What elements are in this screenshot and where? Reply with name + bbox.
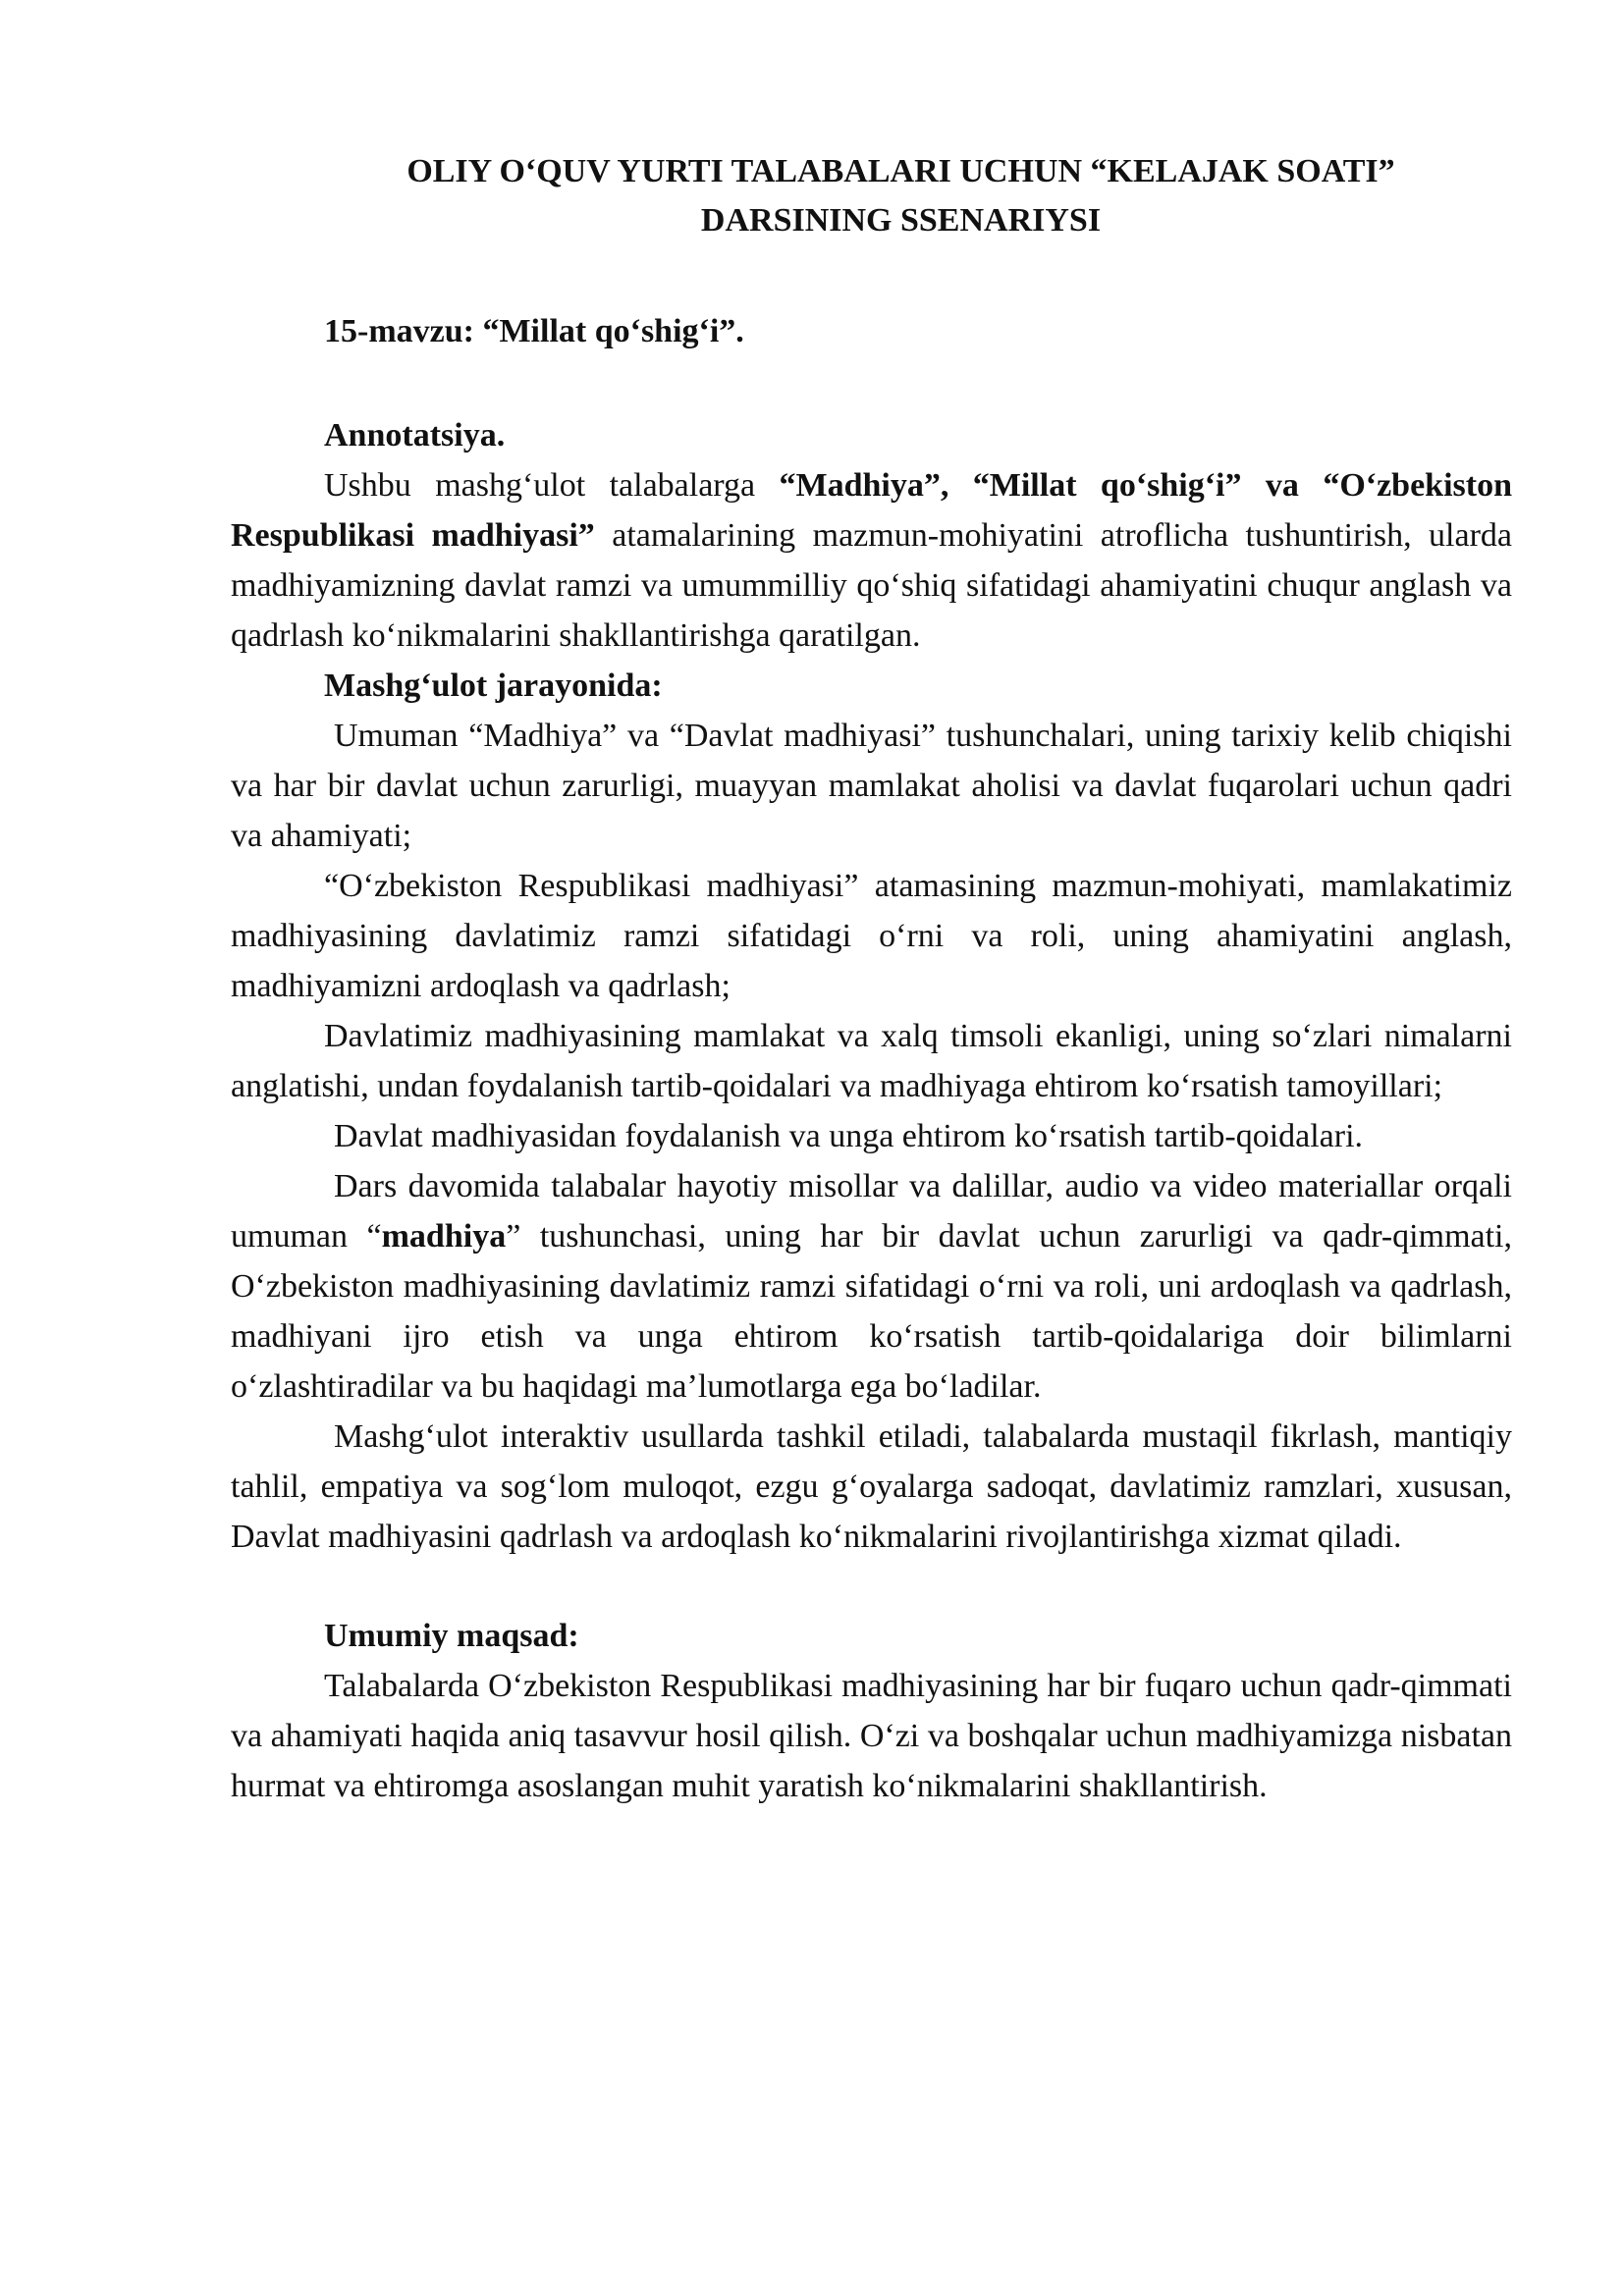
process-p5-text-a: Dars davomida talabalar hayotiy misollar va dalillar, audio va video materiallar orqali umuman “: [231, 1168, 1512, 1255]
goal-heading: Umumiy maqsad:: [324, 1618, 579, 1654]
document-page: [231, 147, 1512, 1811]
title-line-1: OLIY O‘QUV YURTI TALABALARI UCHUN “KELAJAK SOATI”: [406, 153, 1395, 189]
annotation-text-c: atamalarining mazmun-mohiyatini atroflicha tushuntirish, ularda madhiyamizning davlat ramzi va umummilliy qo‘shiq sifatidagi ahamiyatini chuqur anglash va qadrlash ko‘nikmalarini shakllantirishga qaratilgan.: [231, 517, 1512, 654]
process-p5-text-c: ” tushunchasi, uning har bir davlat uchun zarurligi va qadr-qimmati, O‘zbekiston madhiyasining davlatimiz ramzi sifatidagi o‘rni va roli, uni ardoqlash va qadrlash, madhiyani ijro etish va unga ehtirom ko‘rsatish tartib-qoidalariga doir bilimlarni o‘zlashtiradilar va bu haqidagi ma’lumotlarga ega bo‘ladilar.: [231, 1218, 1512, 1405]
process-paragraph-4: Davlat madhiyasidan foydalanish va unga ehtirom ko‘rsatish tartib-qoidalari.: [334, 1118, 1364, 1154]
process-paragraph-3: Davlatimiz madhiyasining mamlakat va xalq timsoli ekanligi, uning so‘zlari nimalarni anglatishi, undan foydalanish tartib-qoidalari va madhiyaga ehtirom ko‘rsatish tamoyillari;: [231, 1018, 1512, 1104]
annotation-heading: Annotatsiya.: [324, 417, 506, 454]
process-p5-bold: madhiya: [381, 1218, 507, 1255]
annotation-terms: “Madhiya”, “Millat qo‘shig‘i” va “O‘zbekiston Respublikasi madhiyasi”: [231, 467, 1512, 554]
process-paragraph-6: Mashg‘ulot interaktiv usullarda tashkil etiladi, talabalarda mustaqil fikrlash, mantiqiy tahlil, empatiya va sog‘lom muloqot, ezgu g‘oyalarga sadoqat, davlatimiz ramzlari, xususan, Davlat madhiyasini qadrlash va ardoqlash ko‘nikmalarini rivojlantirishga xizmat qiladi.: [231, 1418, 1512, 1555]
title-line-2: DARSINING SSENARIYSI: [700, 202, 1102, 239]
process-paragraph-5: [231, 1161, 1512, 1412]
document-title: [231, 147, 1512, 245]
annotation-paragraph: [231, 460, 1512, 661]
process-paragraph-1: Umuman “Madhiya” va “Davlat madhiyasi” tushunchalari, uning tarixiy kelib chiqishi va har bir davlat uchun zarurligi, muayyan mamlakat aholisi va davlat fuqarolari uchun qadri va ahamiyati;: [231, 718, 1512, 854]
process-heading: Mashg‘ulot jarayonida:: [324, 667, 663, 704]
topic-heading: 15-mavzu: “Millat qo‘shig‘i”.: [324, 313, 744, 349]
goal-paragraph: Talabalarda O‘zbekiston Respublikasi madhiyasining har bir fuqaro uchun qadr-qimmati va ahamiyati haqida aniq tasavvur hosil qilish. O‘zi va boshqalar uchun madhiyamizga nisbatan hurmat va ehtiromga asoslangan muhit yaratish ko‘nikmalarini shakllantirish.: [231, 1668, 1512, 1804]
process-paragraph-2: “O‘zbekiston Respublikasi madhiyasi” atamasining mazmun-mohiyati, mamlakatimiz madhiyasining davlatimiz ramzi sifatidagi o‘rni va roli, uning ahamiyatini anglash, madhiyamizni ardoqlash va qadrlash;: [231, 868, 1512, 1004]
annotation-text-a: Ushbu mashg‘ulot talabalarga: [324, 467, 780, 504]
